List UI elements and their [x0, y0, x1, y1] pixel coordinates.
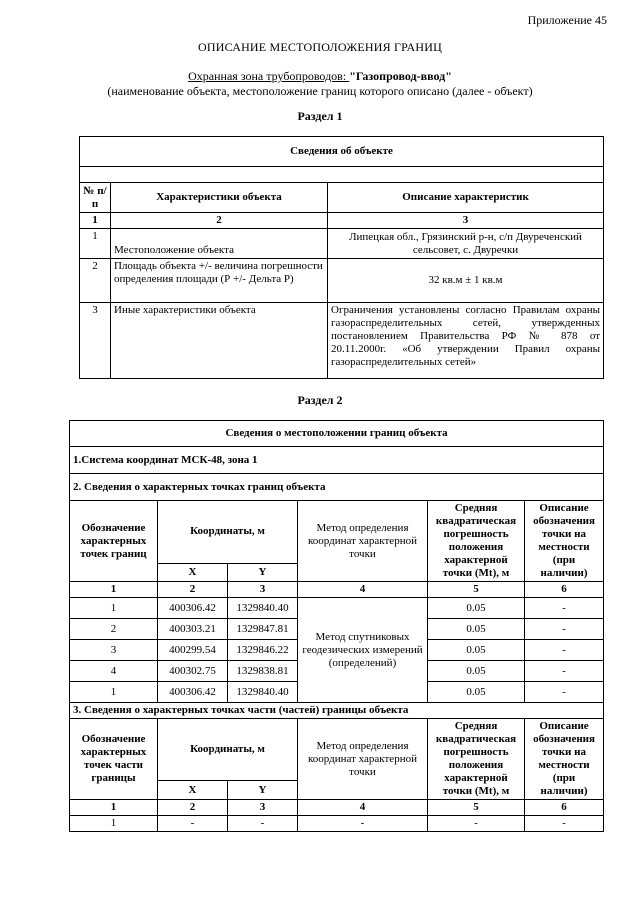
point-x: 400306.42 [158, 682, 228, 703]
object-title: "Газопровод-ввод" [349, 69, 452, 83]
col-header-desc: Описание обозначения точки на местности (при наличии) [525, 719, 604, 800]
col-number: 1 [70, 800, 158, 816]
col-header-point-part: Обозначение характерных точек части границы [70, 719, 158, 800]
row-value: Липецкая обл., Грязинский р-н, с/п Двуреченский сельсовет, с. Двуречки [328, 229, 604, 259]
col-number: 2 [158, 582, 228, 598]
row-name: Местоположение объекта [111, 229, 328, 259]
col-number: 4 [298, 800, 428, 816]
col-number: 4 [298, 582, 428, 598]
point-desc: - [525, 661, 604, 682]
col-header-num: № п/п [80, 183, 111, 213]
point-error: 0.05 [428, 640, 525, 661]
point-id: 1 [70, 682, 158, 703]
row-num: 3 [80, 303, 111, 379]
col-header-point: Обозначение характерных точек границ [70, 501, 158, 582]
table-row [80, 229, 604, 259]
col-header-y: Y [228, 781, 298, 800]
table-row [80, 303, 604, 379]
part-point-method: - [298, 816, 428, 832]
col-header-error: Средняя квадратическая погрешность положения характерной точки (Mt), м [428, 719, 525, 800]
document-title: ОПИСАНИЕ МЕСТОПОЛОЖЕНИЯ ГРАНИЦ [198, 40, 442, 54]
point-desc: - [525, 640, 604, 661]
table1-spacer [80, 167, 604, 183]
col-number: 2 [111, 213, 328, 229]
col-number: 5 [428, 800, 525, 816]
parts-section-title: 3. Сведения о характерных точках части (частей) границы объекта [70, 703, 604, 719]
table-row [70, 598, 604, 619]
col-header-description: Описание характеристик [328, 183, 604, 213]
object-info-table [79, 136, 604, 379]
points-section-title: 2. Сведения о характерных точках границ объекта [70, 474, 604, 501]
point-id: 3 [70, 640, 158, 661]
col-number: 1 [70, 582, 158, 598]
col-number: 3 [228, 800, 298, 816]
point-id: 2 [70, 619, 158, 640]
point-error: 0.05 [428, 661, 525, 682]
col-header-x: X [158, 781, 228, 800]
col-number: 6 [525, 800, 604, 816]
part-point-y: - [228, 816, 298, 832]
table-row [80, 259, 604, 303]
point-y: 1329838.81 [228, 661, 298, 682]
part-point-x: - [158, 816, 228, 832]
point-desc: - [525, 598, 604, 619]
point-id: 1 [70, 598, 158, 619]
col-header-desc: Описание обозначения точки на местности (при наличии) [525, 501, 604, 582]
section2-label: Раздел 2 [297, 393, 343, 407]
part-point-desc: - [525, 816, 604, 832]
col-number: 1 [80, 213, 111, 229]
part-point-id: 1 [70, 816, 158, 832]
row-name: Иные характеристики объекта [111, 303, 328, 379]
annex-label: Приложение 45 [527, 13, 607, 27]
col-number: 3 [228, 582, 298, 598]
col-header-method: Метод определения координат характерной точки [298, 501, 428, 582]
table-row [70, 816, 604, 832]
col-header-x: X [158, 563, 228, 581]
point-y: 1329846.22 [228, 640, 298, 661]
point-y: 1329847.81 [228, 619, 298, 640]
point-error: 0.05 [428, 598, 525, 619]
row-num: 2 [80, 259, 111, 303]
point-x: 400302.75 [158, 661, 228, 682]
object-note: (наименование объекта, местоположение границ которого описано (далее - объект) [107, 84, 533, 98]
row-name: Площадь объекта +/- величина погрешности определения площади (Р +/- Дельта Р) [111, 259, 328, 303]
col-header-coords: Координаты, м [158, 719, 298, 781]
point-method: Метод спутниковых геодезических измерений (определений) [298, 598, 428, 703]
point-x: 400303.21 [158, 619, 228, 640]
row-num: 1 [80, 229, 111, 259]
point-y: 1329840.40 [228, 598, 298, 619]
col-number: 2 [158, 800, 228, 816]
col-header-y: Y [228, 563, 298, 581]
point-x: 400299.54 [158, 640, 228, 661]
point-error: 0.05 [428, 619, 525, 640]
table1-title: Сведения об объекте [80, 137, 604, 167]
point-desc: - [525, 682, 604, 703]
point-error: 0.05 [428, 682, 525, 703]
col-number: 3 [328, 213, 604, 229]
col-header-characteristic: Характеристики объекта [111, 183, 328, 213]
col-header-coords: Координаты, м [158, 501, 298, 564]
point-y: 1329840.40 [228, 682, 298, 703]
col-number: 6 [525, 582, 604, 598]
coordinate-system: 1.Система координат МСК-48, зона 1 [70, 447, 604, 474]
object-name [0, 69, 640, 84]
point-id: 4 [70, 661, 158, 682]
table2-title: Сведения о местоположении границ объекта [70, 421, 604, 447]
col-number: 5 [428, 582, 525, 598]
row-value: 32 кв.м ± 1 кв.м [328, 259, 604, 303]
part-point-error: - [428, 816, 525, 832]
section1-label: Раздел 1 [297, 109, 343, 123]
object-prefix: Охранная зона трубопроводов: [188, 69, 350, 83]
col-header-method: Метод определения координат характерной точки [298, 719, 428, 800]
boundary-table [69, 420, 604, 832]
point-x: 400306.42 [158, 598, 228, 619]
row-value: Ограничения установлены согласно Правилам охраны газораспределительных сетей, утвержденных постановлением Правительства РФ № 878 от 20.11.2000г. «Об утверждении Правил охраны газораспределительных сетей» [328, 303, 604, 379]
col-header-error: Средняя квадратическая погрешность положения характерной точки (Mt), м [428, 501, 525, 582]
point-desc: - [525, 619, 604, 640]
